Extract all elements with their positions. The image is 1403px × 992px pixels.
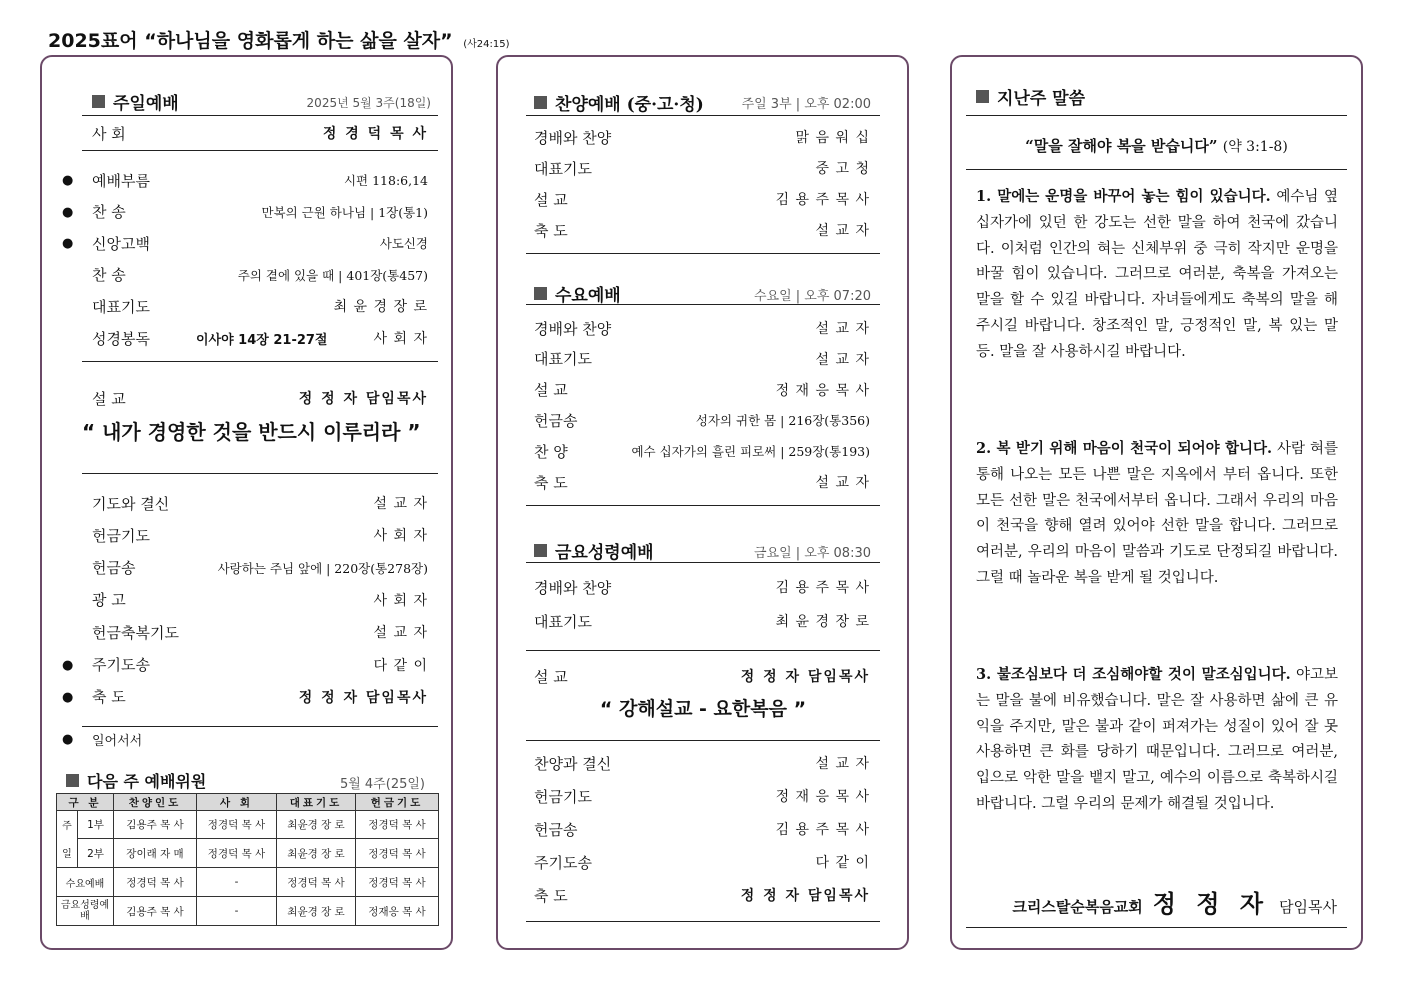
item-value: 정 정 자 담임목사 [740, 888, 870, 904]
item-label: 찬 송 [92, 266, 126, 285]
item-value: 설 교 자 [815, 321, 870, 337]
point-heading: 3. 불조심보다 더 조심해야할 것이 말조심입니다. [976, 666, 1291, 683]
youth-date: 주일 3부 | 오후 02:00 [741, 97, 871, 112]
item-label: 주기도송 [92, 656, 150, 674]
bullet-icon: ● [62, 689, 74, 705]
service-item [534, 156, 870, 180]
table-cell: - [197, 897, 277, 926]
wednesday-date: 수요일 | 오후 07:20 [753, 289, 871, 304]
table-cell: 정경덕 목 사 [277, 868, 356, 897]
table-cell: - [197, 868, 277, 897]
square-icon [976, 90, 989, 103]
table-cell: 일 [57, 839, 78, 868]
table-header: 대표기도 [277, 794, 356, 811]
item-value: 사 회 자 [373, 592, 428, 609]
table-cell: 수요예배 [57, 868, 114, 897]
service-item [534, 378, 870, 402]
table-cell: 장이래 자 매 [114, 839, 197, 868]
sermon-title: “ 내가 경영한 것을 반드시 이루리라 ” [82, 420, 421, 444]
item-label: 찬 송 [92, 203, 126, 222]
last-word-title: 지난주 말씀 [997, 89, 1086, 109]
item-label: 헌금기도 [534, 787, 592, 806]
next-week-date: 5월 4주(25일) [339, 777, 425, 792]
service-item [92, 263, 428, 287]
divider [526, 304, 880, 305]
next-week-table [56, 793, 439, 926]
point-body: 사람 혀를 통해 나오는 모든 나쁜 말은 지옥에서 부터 옵니다. 또한 모든 선한 말은 천국에서부터 옵니다. 그래서 우리의 마음이 천국을 향해 열려 있어야 선한 말을 합니다. 그러므로 여러분, 우리의 마음이 말씀과 기도로 단정되길 바랍니다. 그럴 때 놀라운 복을 받게 될 것입니다. [976, 441, 1338, 586]
table-cell: 김용주 목 사 [114, 897, 197, 926]
item-value: 사도신경 [379, 236, 428, 252]
service-item [534, 347, 870, 371]
item-label: 설 교 [534, 381, 568, 400]
service-item [534, 784, 870, 808]
table-cell: 김용주 목 사 [114, 811, 197, 839]
service-item [92, 523, 428, 547]
standing-note: 일어서서 [92, 733, 143, 749]
divider [526, 650, 880, 651]
verse-ref: (약 3:1-8) [1222, 139, 1288, 155]
item-value: 다 같 이 [373, 657, 428, 674]
item-value: 주의 곁에 있을 때 | 401장(통457) [237, 267, 428, 283]
item-value: 설 교 자 [815, 351, 870, 368]
item-label: 헌금송 [92, 559, 136, 578]
sunday-panel [40, 55, 453, 950]
point-body: 예수님 옆 십자가에 있던 한 강도는 선한 말을 하여 천국에 갔습니다. 이처럼 인간의 혀는 신체부위 중 극히 작지만 운명을 바꿀 힘이 있습니다. 그러므로 여러분, 축복을 가져오는 말을 할 수 있길 바랍니다. 자녀들에게도 축복의 말을 해주시길 바랍니다. 창조적인 말, 긍정적인 말, 복 있는 말 등. 말을 잘 사용하시길 바랍니다. [976, 189, 1339, 360]
last-word-header [976, 84, 1085, 109]
item-value: 맑 음 워 십 [795, 130, 870, 146]
sermon-point [976, 184, 1338, 366]
item-label: 헌금축복기도 [92, 623, 179, 642]
item-value: 성자의 귀한 몸 | 216장(통356) [695, 413, 870, 429]
item-value: 중 고 청 [815, 161, 870, 177]
item-label: 찬 양 [534, 442, 568, 461]
square-icon [92, 95, 105, 108]
item-label: 신앙고백 [92, 234, 150, 253]
friday-date: 금요일 | 오후 08:30 [753, 546, 871, 561]
service-item [534, 316, 870, 340]
host-row [92, 121, 428, 145]
service-item [92, 685, 428, 709]
item-label: 성경봉독 [92, 329, 150, 348]
item-label: 축 도 [534, 473, 568, 492]
divider [82, 150, 438, 151]
sermon-label: 설 교 [92, 389, 126, 408]
table-cell: 최윤경 장 로 [277, 897, 356, 926]
sermon-point [976, 436, 1338, 592]
verse-text: “말을 잘해야 복을 받습니다” [1025, 137, 1218, 155]
table-row [57, 811, 439, 839]
item-value: 최 윤 경 장 로 [333, 299, 428, 316]
divider [966, 927, 1347, 928]
youth-header [534, 90, 704, 115]
item-label: 대표기도 [534, 159, 592, 178]
motto-quote: “하나님을 영화롭게 하는 삶을 살자” [144, 30, 453, 52]
verse [952, 135, 1361, 156]
service-item [534, 470, 870, 494]
item-label: 경배와 찬양 [534, 578, 612, 597]
sermon-preacher: 정 정 자 담임목사 [740, 669, 870, 685]
motto-ref: (사24:15) [463, 39, 510, 50]
friday-title: 금요성령예배 [555, 543, 654, 563]
service-item [92, 620, 428, 644]
item-value: 설 교 자 [815, 756, 870, 772]
item-label: 예배부름 [92, 171, 150, 190]
service-item [534, 125, 870, 149]
item-value: 설 교 자 [815, 223, 870, 239]
square-icon [534, 287, 547, 300]
item-label: 대표기도 [534, 612, 592, 631]
item-label: 헌금송 [534, 411, 578, 430]
item-value: 정 재 응 목 사 [775, 382, 870, 399]
service-item [92, 556, 428, 580]
table-header-row [57, 794, 439, 811]
divider [966, 115, 1347, 116]
item-label: 설 교 [534, 190, 568, 209]
service-item [534, 883, 870, 907]
sermon-row [92, 386, 428, 410]
service-item [534, 575, 870, 599]
sermon-preacher: 정 정 자 담임목사 [298, 391, 428, 407]
item-value: 사랑하는 주님 앞에 | 220장(통278장) [217, 560, 428, 576]
item-value: 사 회 자 [373, 528, 428, 545]
service-item [534, 850, 870, 874]
bullet-icon: ● [62, 173, 74, 188]
point-heading: 1. 말에는 운명을 바꾸어 놓는 힘이 있습니다. [976, 188, 1271, 205]
item-label: 축 도 [534, 221, 568, 240]
item-label: 헌금기도 [92, 526, 150, 545]
table-header: 찬양인도 [114, 794, 197, 811]
scripture-reference: 이사야 14장 21-27절 [195, 332, 328, 348]
motto-prefix: 2025표어 [48, 30, 138, 52]
divider [526, 253, 880, 254]
motto [48, 26, 510, 53]
table-row [57, 897, 439, 926]
item-value: 설 교 자 [373, 496, 428, 512]
item-value: 다 같 이 [815, 855, 870, 871]
item-label: 광 고 [92, 591, 126, 610]
service-item [92, 294, 428, 318]
service-item [534, 817, 870, 841]
point-body: 야고보는 말을 불에 비유했습니다. 말은 잘 사용하면 삶에 큰 유익을 주지만, 말은 불과 같이 퍼져가는 성질이 있어 잘 못 사용하면 큰 화를 당하기 때문입니다. 그러므로 여러분, 입으로 악한 말을 뱉지 말고, 예수의 이름으로 축복하시길 바랍니다. 그럴 우리의 문제가 해결될 것입니다. [976, 667, 1338, 812]
divider [82, 473, 438, 474]
service-item [534, 408, 870, 432]
service-item [92, 231, 428, 255]
service-item [92, 200, 428, 224]
item-value: 사 회 자 [373, 331, 428, 347]
table-cell: 2부 [78, 839, 114, 868]
wednesday-header [534, 281, 621, 306]
sunday-header [92, 89, 179, 114]
item-label: 축 도 [534, 886, 568, 905]
item-label: 찬양과 결신 [534, 754, 612, 773]
table-cell: 최윤경 장 로 [277, 811, 356, 839]
item-value: 김 용 주 목 사 [775, 580, 870, 596]
service-item [534, 187, 870, 211]
bullet-icon: ● [62, 732, 74, 747]
table-cell: 주 [57, 811, 78, 839]
church-name: 크리스탈순복음교회 [1012, 898, 1143, 916]
service-item [92, 588, 428, 612]
item-label: 대표기도 [92, 297, 150, 316]
bullet-icon: ● [62, 236, 74, 252]
sunday-title: 주일예배 [113, 94, 179, 114]
service-item [92, 491, 428, 515]
table-cell: 최윤경 장 로 [277, 839, 356, 868]
item-label: 대표기도 [534, 350, 592, 369]
divider [526, 562, 880, 563]
host-value: 정 경 덕 목 사 [322, 126, 428, 142]
item-value: 예수 십자가의 흘린 피로써 | 259장(통193) [631, 444, 870, 460]
friday-sermon-row [534, 664, 870, 688]
divider [82, 115, 438, 116]
item-label: 축 도 [92, 688, 126, 707]
pastor-title: 담임목사 [1279, 898, 1337, 916]
next-week-header [66, 769, 206, 792]
sermon-point [976, 662, 1338, 818]
bullet-icon: ● [62, 657, 74, 673]
table-cell: 1부 [78, 811, 114, 839]
item-value: 정 정 자 담임목사 [298, 689, 428, 706]
last-word-panel [950, 55, 1363, 950]
next-week-title: 다음 주 예배위원 [87, 772, 207, 791]
divider [526, 740, 880, 741]
host-label: 사 회 [92, 124, 126, 143]
bullet-icon: ● [62, 204, 74, 220]
weekday-panel [496, 55, 909, 950]
item-label: 기도와 결신 [92, 494, 170, 513]
wednesday-title: 수요예배 [555, 286, 621, 306]
item-label: 경배와 찬양 [534, 128, 612, 147]
sermon-label: 설 교 [534, 667, 568, 686]
table-cell: 정재응 목 사 [356, 897, 439, 926]
service-item [92, 326, 428, 350]
item-value: 김 용 주 목 사 [775, 822, 870, 838]
item-value: 설 교 자 [373, 625, 428, 642]
friday-sermon-title: “ 강해설교 - 요한복음 ” [599, 698, 807, 720]
table-header: 구 분 [57, 794, 114, 811]
service-item [534, 439, 870, 463]
item-value: 정 재 응 목 사 [775, 789, 870, 805]
table-cell: 정경덕 목 사 [114, 868, 197, 897]
square-icon [534, 96, 547, 109]
divider [526, 505, 880, 506]
divider [526, 115, 880, 116]
divider [82, 361, 438, 362]
table-cell: 정경덕 목 사 [197, 811, 277, 839]
item-value: 최 윤 경 장 로 [775, 614, 870, 630]
item-value: 만복의 근원 하나님 | 1장(통1) [261, 204, 428, 220]
service-item [534, 218, 870, 242]
service-item [534, 751, 870, 775]
table-header: 헌금기도 [356, 794, 439, 811]
table-cell: 정경덕 목 사 [356, 868, 439, 897]
square-icon [66, 774, 79, 787]
table-row [57, 868, 439, 897]
table-row [57, 839, 439, 868]
square-icon [534, 544, 547, 557]
signature [1012, 884, 1337, 919]
table-cell: 금요성령예배 [57, 897, 114, 926]
service-item [92, 653, 428, 677]
item-label: 헌금송 [534, 820, 578, 839]
sunday-date: 2025년 5월 3주(18일) [306, 96, 431, 110]
item-value: 설 교 자 [815, 475, 870, 491]
table-cell: 정경덕 목 사 [356, 839, 439, 868]
service-item [534, 609, 870, 633]
item-value: 김 용 주 목 사 [775, 192, 870, 208]
table-header: 사 회 [197, 794, 277, 811]
service-item [92, 168, 428, 192]
item-value: 시편 118:6,14 [343, 173, 428, 188]
table-cell: 정경덕 목 사 [356, 811, 439, 839]
table-cell: 정경덕 목 사 [197, 839, 277, 868]
pastor-name: 정 정 자 [1152, 889, 1270, 918]
divider [526, 921, 880, 922]
youth-title: 찬양예배 (중·고·청) [555, 95, 704, 115]
item-label: 경배와 찬양 [534, 319, 612, 338]
point-heading: 2. 복 받기 위해 마음이 천국이 되어야 합니다. [976, 440, 1273, 457]
item-label: 주기도송 [534, 853, 592, 872]
friday-header [534, 538, 654, 563]
divider [966, 169, 1347, 170]
